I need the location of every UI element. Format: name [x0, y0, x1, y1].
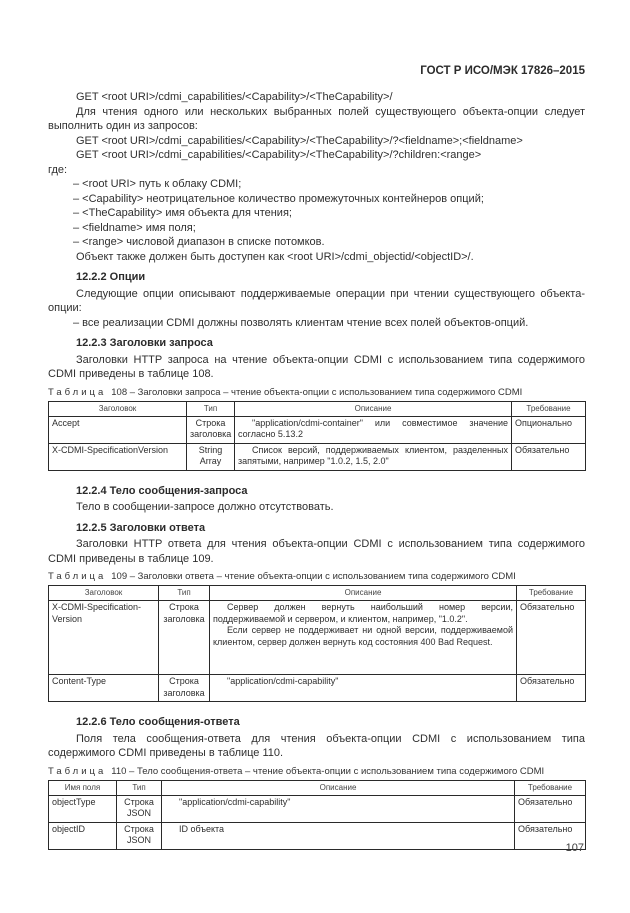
response-body-paragraph: Поля тела сообщения-ответа для чтения объекта-опции CDMI с использованием типа содержимого CDMI приведены в таблице 110.	[48, 732, 585, 759]
description-paragraph: Сервер должен вернуть наибольший номер версии, поддерживаемой и сервером, и клиентом, например, "1.0.2".	[213, 602, 513, 624]
column-header-name: Заголовок	[49, 586, 159, 601]
table-row	[49, 795, 586, 822]
header-name-cell: Accept	[49, 416, 187, 443]
description-cell	[235, 443, 512, 470]
type-cell: Строка заголовка	[159, 675, 210, 702]
column-header-requirement: Требование	[512, 401, 586, 416]
table-108-caption	[48, 387, 585, 399]
table-row	[49, 675, 586, 702]
request-body-paragraph: Тело в сообщении-запросе должно отсутствовать.	[76, 501, 334, 513]
document-header: ГОСТ Р ИСО/МЭК 17826–2015	[420, 65, 585, 77]
page-number: 107	[565, 842, 584, 854]
description-paragraph: "application/cdmi-container" или совместимое значение согласно 5.13.2	[238, 417, 508, 439]
type-cell: Строка JSON	[117, 822, 162, 849]
document-content	[48, 64, 585, 850]
request-headers-table	[48, 401, 586, 471]
definition-item-fieldname: – <fieldname> имя поля;	[73, 221, 196, 234]
get-request-line-3: GET <root URI>/cdmi_capabilities/<Capability>/<TheCapability>/?children:<range>	[76, 149, 482, 161]
description-cell	[162, 795, 515, 822]
column-header-type: Тип	[187, 401, 235, 416]
column-header-description: Описание	[162, 780, 515, 795]
field-name-cell: objectType	[49, 795, 117, 822]
get-request-line-2: GET <root URI>/cdmi_capabilities/<Capability>/<TheCapability>/?<fieldname>;<fieldname>	[76, 134, 523, 147]
description-cell	[235, 416, 512, 443]
column-header-requirement: Требование	[515, 780, 586, 795]
table-110-caption	[48, 766, 585, 778]
table-caption-text: 109 – Заголовки ответа – чтение объекта-опции с использованием типа содержимого CDMI	[111, 571, 516, 582]
definition-item-thecapability: – <TheCapability> имя объекта для чтения;	[73, 207, 292, 219]
requirement-cell: Обязательно	[517, 675, 586, 702]
description-cell	[210, 601, 517, 675]
description-paragraph: "application/cdmi-capability"	[179, 796, 291, 807]
section-heading-12-2-2: 12.2.2 Опции	[76, 271, 146, 283]
table-caption-text: 108 – Заголовки запроса – чтение объекта-опции с использованием типа содержимого CDMI	[111, 386, 523, 398]
field-name-cell: objectID	[49, 822, 117, 849]
table-row	[49, 416, 586, 443]
header-name-cell: X-CDMI-Specification-Version	[49, 601, 159, 675]
requirement-cell: Обязательно	[515, 795, 586, 822]
requirement-cell: Обязательно	[517, 601, 586, 675]
column-header-type: Тип	[117, 780, 162, 795]
column-header-description: Описание	[210, 586, 517, 601]
request-headers-paragraph: Заголовки HTTP запроса на чтение объекта-опции CDMI с использованием типа содержимого CDMI приведены в таблице 108.	[48, 353, 585, 380]
description-cell	[210, 675, 517, 702]
table-109-caption	[48, 571, 585, 583]
description-paragraph: ID объекта	[179, 823, 225, 834]
type-cell: String Array	[187, 443, 235, 470]
type-cell: Строка заголовка	[159, 601, 210, 675]
description-paragraph: Если сервер не поддерживает ни одной версии, поддерживаемой клиентом, сервер должен вернуть код состояния 400 Bad Request.	[213, 625, 513, 647]
section-heading-12-2-6: 12.2.6 Тело сообщения-ответа	[76, 716, 240, 728]
section-heading-12-2-4: 12.2.4 Тело сообщения-запроса	[76, 484, 248, 497]
column-header-requirement: Требование	[517, 586, 586, 601]
definitions-list	[48, 177, 585, 250]
table-row	[49, 601, 586, 675]
object-access-note: Объект также должен быть доступен как <root URI>/cdmi_objectid/<objectID>/.	[76, 250, 474, 263]
description-paragraph: Список версий, поддерживаемых клиентом, разделенных запятыми, например "1.0.2, 1.5, 2.0"	[238, 444, 508, 466]
column-header-field-name: Имя поля	[49, 780, 117, 795]
table-caption-label: Таблица	[48, 571, 107, 582]
table-caption-label: Таблица	[48, 765, 107, 777]
table-caption-text: 110 – Тело сообщения-ответа – чтение объекта-опции с использованием типа содержимого CDMI	[111, 765, 545, 777]
type-cell: Строка заголовка	[187, 416, 235, 443]
table-header-row	[49, 586, 586, 601]
description-cell	[162, 822, 515, 849]
response-body-table	[48, 780, 586, 850]
column-header-description: Описание	[235, 401, 512, 416]
description-paragraph: "application/cdmi-capability"	[227, 676, 339, 686]
requirement-cell: Опционально	[512, 416, 586, 443]
options-paragraph: Следующие опции описывают поддерживаемые операции при чтении существующего объекта-опции:	[48, 287, 585, 314]
section-heading-12-2-3: 12.2.3 Заголовки запроса	[76, 337, 213, 349]
response-headers-table	[48, 585, 586, 702]
response-headers-paragraph: Заголовки HTTP ответа для чтения объекта-опции CDMI с использованием типа содержимого CDMI приведены в таблице 109.	[48, 538, 585, 565]
read-fields-paragraph: Для чтения одного или нескольких выбранных полей существующего объекта-опции следует выполнить один из запросов:	[48, 105, 585, 132]
table-row	[49, 822, 586, 849]
column-header-type: Тип	[159, 586, 210, 601]
requirement-cell: Обязательно	[512, 443, 586, 470]
definition-item-root-uri: – <root URI> путь к облаку CDMI;	[73, 178, 242, 190]
table-caption-label: Таблица	[48, 386, 107, 398]
column-header-name: Заголовок	[49, 401, 187, 416]
definition-item-range: – <range> числовой диапазон в списке потомков.	[73, 236, 325, 248]
header-name-cell: Content-Type	[49, 675, 159, 702]
header-name-cell: X-CDMI-SpecificationVersion	[49, 443, 187, 470]
where-label: где:	[48, 163, 68, 176]
requirement-cell: Обязательно	[515, 822, 586, 849]
table-header-row	[49, 780, 586, 795]
options-list-item: – все реализации CDMI должны позволять клиентам чтение всех полей объектов-опций.	[73, 316, 529, 329]
table-header-row	[49, 401, 586, 416]
section-heading-12-2-5: 12.2.5 Заголовки ответа	[76, 521, 206, 534]
get-request-line-1: GET <root URI>/cdmi_capabilities/<Capability>/<TheCapability>/	[76, 91, 393, 103]
type-cell: Строка JSON	[117, 795, 162, 822]
definition-item-capability: – <Capability> неотрицательное количество промежуточных контейнеров опций;	[73, 192, 484, 205]
table-row	[49, 443, 586, 470]
